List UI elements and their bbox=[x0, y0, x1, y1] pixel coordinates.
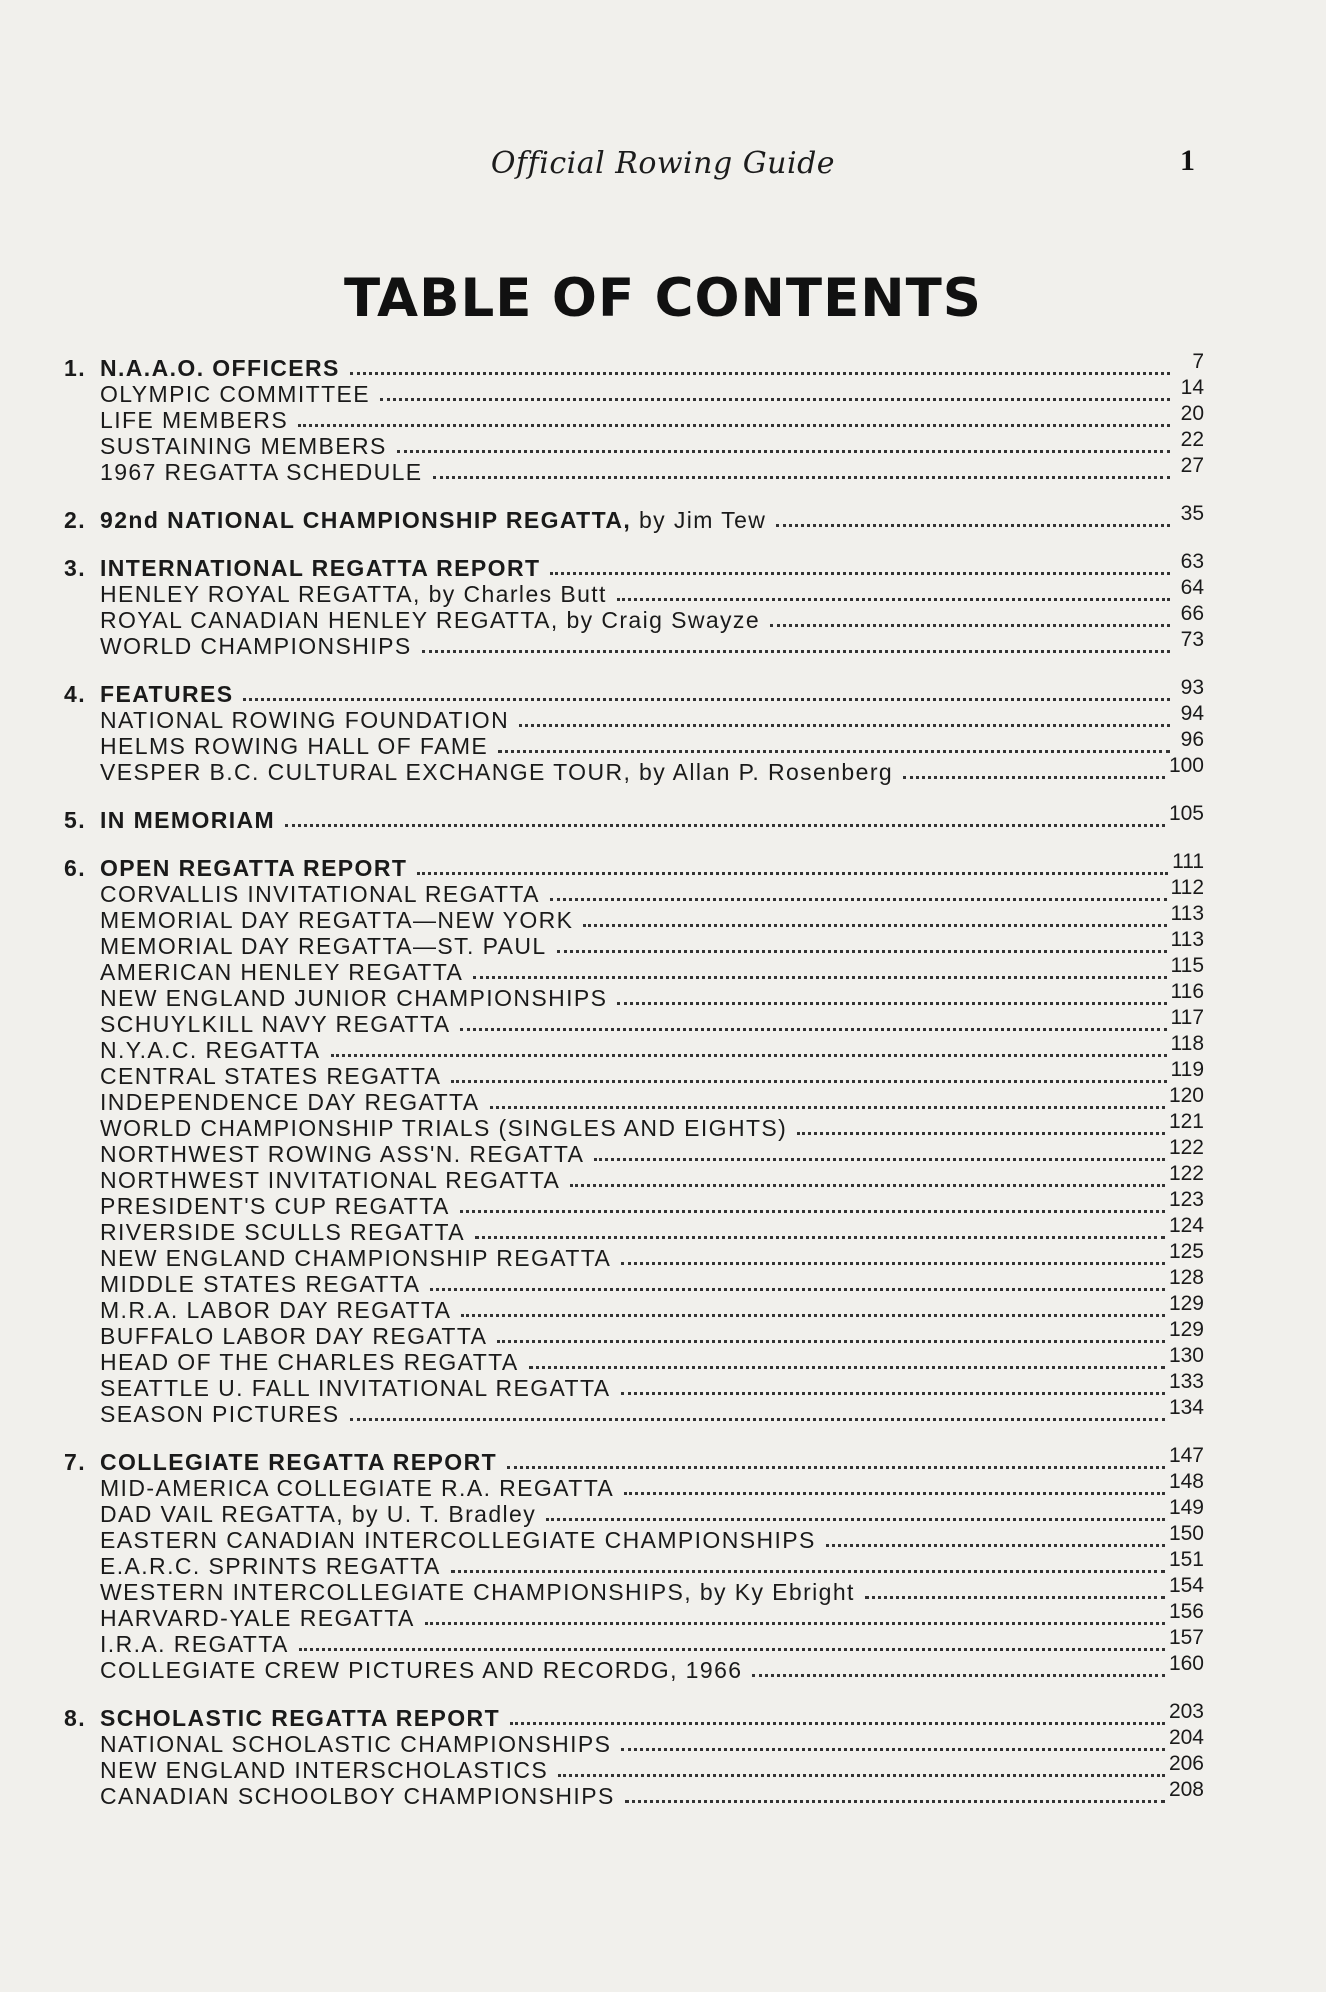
dot-leader bbox=[475, 1235, 1165, 1239]
section-number: 6. bbox=[64, 855, 86, 881]
toc-entry bbox=[64, 754, 1204, 785]
toc-entry bbox=[64, 1084, 1204, 1115]
toc-entry bbox=[64, 628, 1204, 659]
page-ref: 100 bbox=[1168, 754, 1204, 777]
dot-leader bbox=[621, 1261, 1165, 1265]
dot-leader bbox=[422, 649, 1170, 653]
page-ref: 63 bbox=[1180, 550, 1204, 573]
toc-section-heading bbox=[64, 350, 1204, 381]
page-ref: 157 bbox=[1168, 1626, 1204, 1649]
toc-section bbox=[64, 502, 1204, 533]
toc-section-heading bbox=[64, 676, 1204, 707]
toc-section-heading bbox=[64, 850, 1204, 881]
page-ref: 156 bbox=[1168, 1600, 1204, 1623]
toc-section bbox=[64, 676, 1204, 785]
page-ref: 66 bbox=[1180, 602, 1204, 625]
toc-entry bbox=[64, 576, 1204, 607]
toc-entry bbox=[64, 376, 1204, 407]
toc-section bbox=[64, 1444, 1204, 1683]
page-ref: 128 bbox=[1168, 1266, 1204, 1289]
toc-section-heading bbox=[64, 502, 1204, 533]
page-ref: 14 bbox=[1180, 376, 1204, 399]
entry-label: NATIONAL SCHOLASTIC CHAMPIONSHIPS bbox=[100, 1731, 612, 1757]
table-of-contents bbox=[64, 350, 1204, 1831]
dot-leader bbox=[617, 1001, 1166, 1005]
dot-leader bbox=[752, 1673, 1165, 1677]
page-ref: 111 bbox=[1172, 850, 1204, 873]
toc-entry bbox=[64, 602, 1204, 633]
dot-leader bbox=[451, 1569, 1165, 1573]
entry-label: SEATTLE U. FALL INVITATIONAL REGATTA bbox=[100, 1375, 611, 1401]
entry-label: RIVERSIDE SCULLS REGATTA bbox=[100, 1219, 466, 1245]
page-ref: 118 bbox=[1170, 1032, 1204, 1055]
toc-section-heading bbox=[64, 1700, 1204, 1731]
dot-leader bbox=[624, 1491, 1165, 1495]
entry-label: ROYAL CANADIAN HENLEY REGATTA, by Craig Swayze bbox=[100, 607, 761, 633]
entry-label: MID-AMERICA COLLEGIATE R.A. REGATTA bbox=[100, 1475, 615, 1501]
section-number: 3. bbox=[64, 555, 86, 581]
page-ref: 133 bbox=[1168, 1370, 1204, 1393]
dot-leader bbox=[621, 1391, 1165, 1395]
page-ref: 148 bbox=[1168, 1470, 1204, 1493]
toc-entry bbox=[64, 1522, 1204, 1553]
dot-leader bbox=[797, 1131, 1165, 1135]
page-ref: 204 bbox=[1168, 1726, 1204, 1749]
toc-section bbox=[64, 802, 1204, 833]
page-ref: 115 bbox=[1170, 954, 1204, 977]
section-title: SCHOLASTIC REGATTA REPORT bbox=[100, 1705, 501, 1731]
section-byline: by Jim Tew bbox=[631, 507, 767, 533]
page-number: 1 bbox=[1180, 144, 1195, 177]
page-ref: 113 bbox=[1170, 902, 1204, 925]
toc-entry bbox=[64, 876, 1204, 907]
toc-entry bbox=[64, 428, 1204, 459]
toc-entry bbox=[64, 1318, 1204, 1349]
toc-entry bbox=[64, 1574, 1204, 1605]
entry-label: SUSTAINING MEMBERS bbox=[100, 433, 387, 459]
toc-entry bbox=[64, 1396, 1204, 1427]
dot-leader bbox=[490, 1105, 1165, 1109]
toc-entry bbox=[64, 1726, 1204, 1757]
entry-label: HELMS ROWING HALL OF FAME bbox=[100, 733, 489, 759]
toc-entry bbox=[64, 1548, 1204, 1579]
dot-leader bbox=[380, 397, 1170, 401]
page-ref: 113 bbox=[1170, 928, 1204, 951]
page-ref: 206 bbox=[1168, 1752, 1204, 1775]
entry-label: CORVALLIS INVITATIONAL REGATTA bbox=[100, 881, 540, 907]
entry-label: WORLD CHAMPIONSHIP TRIALS (SINGLES AND EIGHTS) bbox=[100, 1115, 788, 1141]
dot-leader bbox=[285, 823, 1165, 827]
toc-entry bbox=[64, 1240, 1204, 1271]
toc-section bbox=[64, 1700, 1204, 1809]
page-ref: 119 bbox=[1170, 1058, 1204, 1081]
toc-section-heading bbox=[64, 550, 1204, 581]
page-ref: 150 bbox=[1168, 1522, 1204, 1545]
entry-label: I.R.A. REGATTA bbox=[100, 1631, 289, 1657]
toc-entry bbox=[64, 1266, 1204, 1297]
entry-label: HENLEY ROYAL REGATTA, by Charles Butt bbox=[100, 581, 607, 607]
dot-leader bbox=[519, 723, 1170, 727]
toc-entry bbox=[64, 1600, 1204, 1631]
toc-section-heading bbox=[64, 1444, 1204, 1475]
dot-leader bbox=[557, 949, 1167, 953]
dot-leader bbox=[510, 1721, 1165, 1725]
entry-label: NORTHWEST INVITATIONAL REGATTA bbox=[100, 1167, 561, 1193]
dot-leader bbox=[433, 475, 1170, 479]
entry-label: DAD VAIL REGATTA, by U. T. Bradley bbox=[100, 1501, 537, 1527]
entry-label: SEASON PICTURES bbox=[100, 1401, 340, 1427]
toc-entry bbox=[64, 1136, 1204, 1167]
toc-entry bbox=[64, 1032, 1204, 1063]
page-ref: 35 bbox=[1180, 502, 1204, 525]
dot-leader bbox=[425, 1621, 1165, 1625]
entry-label: BUFFALO LABOR DAY REGATTA bbox=[100, 1323, 488, 1349]
toc-entry bbox=[64, 928, 1204, 959]
toc-entry bbox=[64, 728, 1204, 759]
toc-entry bbox=[64, 1626, 1204, 1657]
dot-leader bbox=[460, 1209, 1165, 1213]
dot-leader bbox=[529, 1365, 1165, 1369]
dot-leader bbox=[473, 975, 1166, 979]
section-number: 7. bbox=[64, 1449, 86, 1475]
section-title: OPEN REGATTA REPORT bbox=[100, 855, 408, 881]
dot-leader bbox=[299, 1647, 1165, 1651]
page-ref: 94 bbox=[1180, 702, 1204, 725]
page-ref: 203 bbox=[1168, 1700, 1204, 1723]
entry-label: MEMORIAL DAY REGATTA—ST. PAUL bbox=[100, 933, 547, 959]
entry-label: HEAD OF THE CHARLES REGATTA bbox=[100, 1349, 519, 1375]
dot-leader bbox=[583, 923, 1166, 927]
page-ref: 27 bbox=[1180, 454, 1204, 477]
entry-label: 1967 REGATTA SCHEDULE bbox=[100, 459, 423, 485]
page-ref: 124 bbox=[1168, 1214, 1204, 1237]
dot-leader bbox=[546, 1517, 1165, 1521]
section-number: 5. bbox=[64, 807, 86, 833]
entry-label: E.A.R.C. SPRINTS REGATTA bbox=[100, 1553, 441, 1579]
page-ref: 105 bbox=[1168, 802, 1204, 825]
toc-section bbox=[64, 550, 1204, 659]
entry-label: MEMORIAL DAY REGATTA—NEW YORK bbox=[100, 907, 574, 933]
entry-label: N.Y.A.C. REGATTA bbox=[100, 1037, 321, 1063]
page-ref: 129 bbox=[1168, 1292, 1204, 1315]
entry-label: OLYMPIC COMMITTEE bbox=[100, 381, 370, 407]
entry-label: COLLEGIATE CREW PICTURES AND RECORDG, 1966 bbox=[100, 1657, 743, 1683]
dot-leader bbox=[498, 749, 1170, 753]
dot-leader bbox=[331, 1053, 1167, 1057]
dot-leader bbox=[617, 597, 1170, 601]
dot-leader bbox=[826, 1543, 1165, 1547]
section-number: 4. bbox=[64, 681, 86, 707]
toc-entry bbox=[64, 702, 1204, 733]
page-ref: 112 bbox=[1170, 876, 1204, 899]
page-ref: 160 bbox=[1168, 1652, 1204, 1675]
dot-leader bbox=[417, 871, 1168, 875]
dot-leader bbox=[507, 1465, 1165, 1469]
section-number: 2. bbox=[64, 507, 86, 533]
dot-leader bbox=[451, 1079, 1166, 1083]
entry-label: CANADIAN SCHOOLBOY CHAMPIONSHIPS bbox=[100, 1783, 615, 1809]
toc-entry bbox=[64, 1214, 1204, 1245]
toc-entry bbox=[64, 402, 1204, 433]
dot-leader bbox=[550, 897, 1167, 901]
toc-section bbox=[64, 350, 1204, 485]
dot-leader bbox=[497, 1339, 1165, 1343]
entry-label: AMERICAN HENLEY REGATTA bbox=[100, 959, 464, 985]
dot-leader bbox=[558, 1773, 1165, 1777]
entry-label: HARVARD-YALE REGATTA bbox=[100, 1605, 415, 1631]
toc-entry bbox=[64, 1006, 1204, 1037]
page-ref: 116 bbox=[1170, 980, 1204, 1003]
running-title: Official Rowing Guide bbox=[490, 146, 836, 181]
section-title: FEATURES bbox=[100, 681, 234, 707]
page-ref: 154 bbox=[1168, 1574, 1204, 1597]
toc-entry bbox=[64, 980, 1204, 1011]
section-title: INTERNATIONAL REGATTA REPORT bbox=[100, 555, 541, 581]
toc-entry bbox=[64, 1188, 1204, 1219]
dot-leader bbox=[350, 371, 1170, 375]
section-title: 92nd NATIONAL CHAMPIONSHIP REGATTA, bbox=[100, 507, 632, 533]
page-ref: 129 bbox=[1168, 1318, 1204, 1341]
dot-leader bbox=[298, 423, 1170, 427]
page-title: TABLE OF CONTENTS bbox=[344, 268, 982, 329]
page-ref: 117 bbox=[1170, 1006, 1204, 1029]
dot-leader bbox=[621, 1747, 1165, 1751]
page-ref: 93 bbox=[1180, 676, 1204, 699]
toc-entry bbox=[64, 1162, 1204, 1193]
page-ref: 149 bbox=[1168, 1496, 1204, 1519]
dot-leader bbox=[430, 1287, 1165, 1291]
toc-entry bbox=[64, 1470, 1204, 1501]
dot-leader bbox=[865, 1595, 1165, 1599]
toc-entry bbox=[64, 902, 1204, 933]
toc-entry bbox=[64, 454, 1204, 485]
toc-entry bbox=[64, 1752, 1204, 1783]
toc-entry bbox=[64, 1344, 1204, 1375]
dot-leader bbox=[350, 1417, 1165, 1421]
section-number: 1. bbox=[64, 355, 86, 381]
entry-label: LIFE MEMBERS bbox=[100, 407, 289, 433]
entry-label: M.R.A. LABOR DAY REGATTA bbox=[100, 1297, 452, 1323]
running-header bbox=[0, 146, 1326, 190]
entry-label: NEW ENGLAND INTERSCHOLASTICS bbox=[100, 1757, 549, 1783]
entry-label: NEW ENGLAND CHAMPIONSHIP REGATTA bbox=[100, 1245, 612, 1271]
entry-label: SCHUYLKILL NAVY REGATTA bbox=[100, 1011, 451, 1037]
dot-leader bbox=[625, 1799, 1165, 1803]
section-title: COLLEGIATE REGATTA REPORT bbox=[100, 1449, 498, 1475]
page-ref: 121 bbox=[1168, 1110, 1204, 1133]
entry-label: NORTHWEST ROWING ASS'N. REGATTA bbox=[100, 1141, 585, 1167]
toc-entry bbox=[64, 954, 1204, 985]
dot-leader bbox=[776, 523, 1170, 527]
entry-label: PRESIDENT'S CUP REGATTA bbox=[100, 1193, 450, 1219]
section-number: 8. bbox=[64, 1705, 86, 1731]
page-ref: 64 bbox=[1180, 576, 1204, 599]
page-ref: 96 bbox=[1180, 728, 1204, 751]
entry-label: MIDDLE STATES REGATTA bbox=[100, 1271, 421, 1297]
page-ref: 123 bbox=[1168, 1188, 1204, 1211]
dot-leader bbox=[570, 1183, 1165, 1187]
toc-entry bbox=[64, 1292, 1204, 1323]
entry-label: EASTERN CANADIAN INTERCOLLEGIATE CHAMPIONSHIPS bbox=[100, 1527, 816, 1553]
entry-label: CENTRAL STATES REGATTA bbox=[100, 1063, 442, 1089]
page-ref: 120 bbox=[1168, 1084, 1204, 1107]
page-ref: 122 bbox=[1168, 1162, 1204, 1185]
page-ref: 20 bbox=[1180, 402, 1204, 425]
page-ref: 130 bbox=[1168, 1344, 1204, 1367]
toc-section-heading bbox=[64, 802, 1204, 833]
entry-label: WESTERN INTERCOLLEGIATE CHAMPIONSHIPS, by Ky Ebright bbox=[100, 1579, 855, 1605]
page-ref: 147 bbox=[1168, 1444, 1204, 1467]
toc-entry bbox=[64, 1058, 1204, 1089]
dot-leader bbox=[461, 1313, 1165, 1317]
page-ref: 134 bbox=[1168, 1396, 1204, 1419]
dot-leader bbox=[903, 775, 1165, 779]
entry-label: WORLD CHAMPIONSHIPS bbox=[100, 633, 412, 659]
entry-label: NEW ENGLAND JUNIOR CHAMPIONSHIPS bbox=[100, 985, 608, 1011]
entry-label: INDEPENDENCE DAY REGATTA bbox=[100, 1089, 480, 1115]
page-ref: 151 bbox=[1168, 1548, 1204, 1571]
toc-entry bbox=[64, 1496, 1204, 1527]
dot-leader bbox=[243, 697, 1170, 701]
dot-leader bbox=[460, 1027, 1166, 1031]
page-ref: 73 bbox=[1180, 628, 1204, 651]
page-ref: 122 bbox=[1168, 1136, 1204, 1159]
toc-entry bbox=[64, 1370, 1204, 1401]
dot-leader bbox=[397, 449, 1170, 453]
toc-entry bbox=[64, 1652, 1204, 1683]
page-ref: 7 bbox=[1192, 350, 1204, 373]
page-ref: 22 bbox=[1180, 428, 1204, 451]
entry-label: VESPER B.C. CULTURAL EXCHANGE TOUR, by Allan P. Rosenberg bbox=[100, 759, 894, 785]
dot-leader bbox=[770, 623, 1170, 627]
toc-entry bbox=[64, 1110, 1204, 1141]
page-ref: 125 bbox=[1168, 1240, 1204, 1263]
entry-label: NATIONAL ROWING FOUNDATION bbox=[100, 707, 510, 733]
page-ref: 208 bbox=[1168, 1778, 1204, 1801]
dot-leader bbox=[594, 1157, 1165, 1161]
toc-section bbox=[64, 850, 1204, 1427]
section-title: N.A.A.O. OFFICERS bbox=[100, 355, 340, 381]
dot-leader bbox=[550, 571, 1170, 575]
toc-entry bbox=[64, 1778, 1204, 1809]
section-title: IN MEMORIAM bbox=[100, 807, 276, 833]
